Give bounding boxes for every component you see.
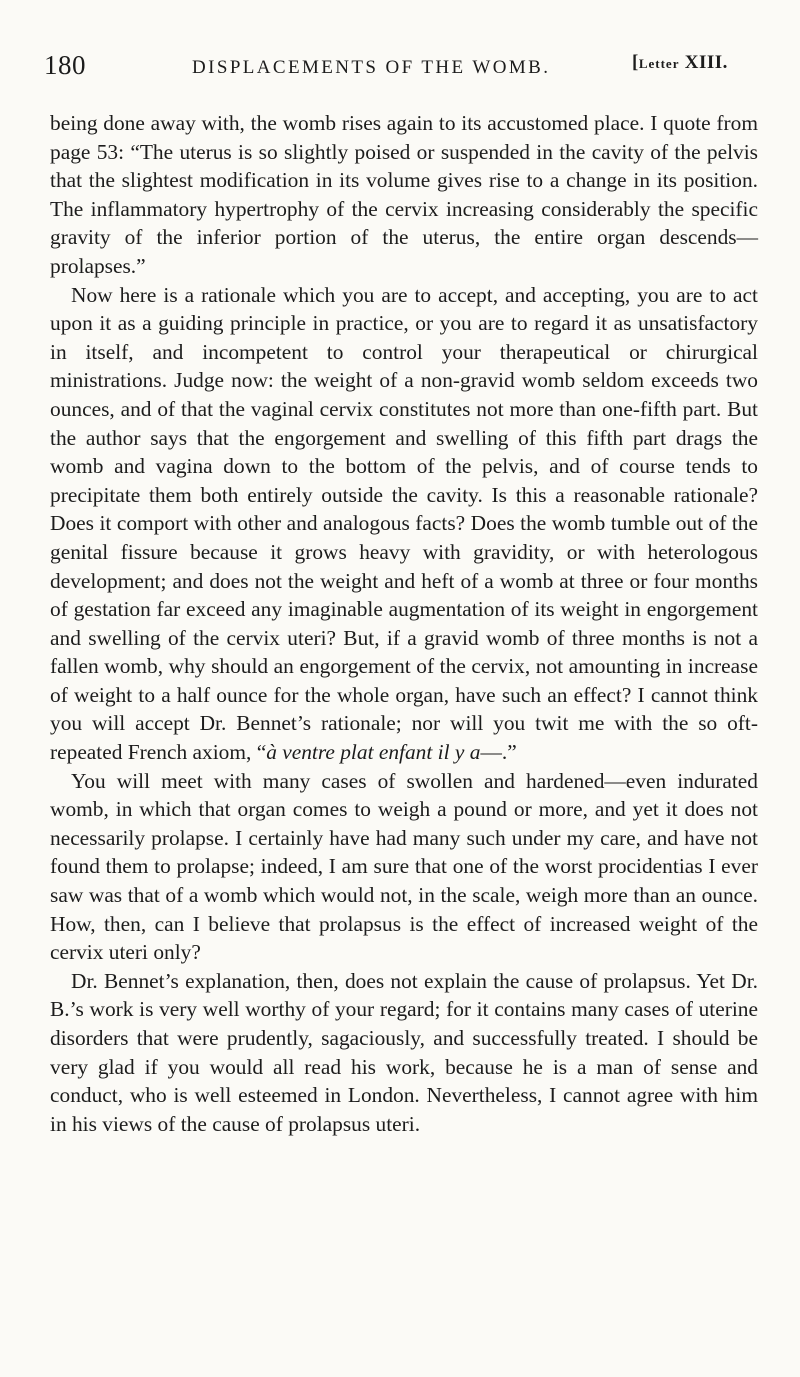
body-text: [50, 109, 758, 1138]
running-title: DISPLACEMENTS OF THE WOMB.: [192, 57, 551, 78]
french-axiom: à ventre plat enfant il y a: [266, 740, 481, 765]
paragraph-rationale: [50, 281, 758, 767]
page-header: [44, 50, 764, 90]
paragraph-conclusion: Dr. Bennet’s explanation, then, does not explain the cause of prolapsus. Yet Dr. B.’s work is very well worthy of your regard; for it contains many cases of uterine disorders that were prudently, sagaciously, and successfully treated. I should be very glad if you would all read his work, because he is a man of sense and conduct, who is well esteemed in London. Nevertheless, I cannot agree with him in his views of the cause of prolapsus uteri.: [50, 968, 758, 1136]
letter-bracket: [: [632, 52, 639, 73]
paragraph-continued: being done away with, the womb rises again to its accustomed place. I quote from page 53: “The uterus is so slightly poised or suspended in the cavity of the pelvis that the slightest modification in its volume gives rise to a change in its position. The inflammatory hypertrophy of the cervix increasing considerably the specific gravity of the inferior portion of the uterus, the entire organ descends—prolapses.”: [50, 111, 758, 278]
paragraph-swollen-womb: You will meet with many cases of swollen and hardened—even indurated womb, in which that organ comes to weigh a pound or more, and yet it does not necessarily prolapse. I certainly have had many such under my care, and have not found them to prolapse; indeed, I am sure that one of the worst procidentias I ever saw was that of a womb which would not, in the scale, weigh more than an ounce. How, then, can I believe that prolapsus is the effect of increased weight of the cervix uteri only?: [50, 768, 758, 965]
page-number: 180: [44, 50, 86, 80]
letter-label: [632, 52, 728, 74]
letter-numeral: XIII.: [684, 52, 728, 73]
paragraph-text: Now here is a rationale which you are to accept, and accepting, you are to act upon it as a guiding principle in practice, or you are to regard it as unsatisfactory in itself, and incompetent to control your therapeutical or chirurgical ministrations. Judge now: the weight of a non-gravid womb seldom exceeds two ounces, and of that the vaginal cervix constitutes not more than one-fifth part. But the author says that the engorgement and swelling of this fifth part drags the womb and vagina down to the bottom of the pelvis, and of course tends to precipitate them both entirely outside the cavity. Is this a reasonable rationale? Does it comport with other and analogous facts? Does the womb tumble out of the genital fissure because it grows heavy with gravidity, or with heterologous development; and does not the weight and heft of a womb at three or four months of gestation far exceed any imaginable augmentation of its weight in engorgement and swelling of the cervix uteri? But, if a gravid womb of three months is not a fallen womb, why should an engorgement of the cervix, not amounting in increase of weight to a half ounce for the whole organ, have such an effect? I cannot think you will accept Dr. Bennet’s rationale; nor will you twit me with the so oft-repeated French axiom, “: [50, 282, 758, 765]
paragraph-text-end: —.”: [480, 740, 517, 765]
letter-word: Letter: [638, 56, 680, 71]
